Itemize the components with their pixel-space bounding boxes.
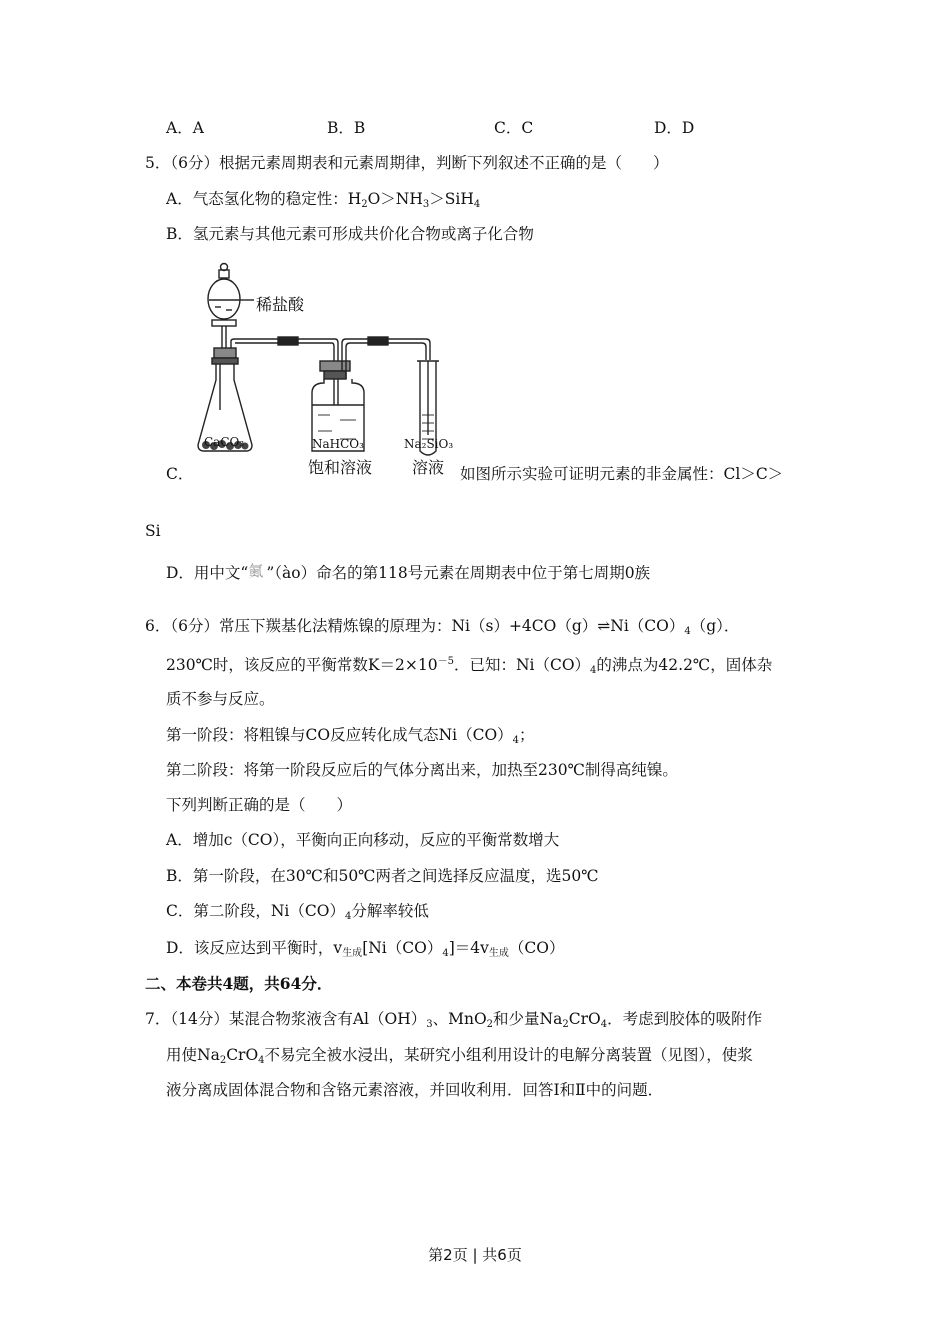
text-segment: O＞NH: [367, 190, 423, 208]
text-segment: ＞SiH: [429, 190, 474, 208]
text-segment: 生成: [342, 948, 363, 959]
q6-option-d: [166, 938, 564, 958]
text-segment: 下列判断正确的是（ ）: [166, 796, 353, 814]
text-segment: CrO: [226, 1046, 259, 1064]
text-segment: A．气态氢化物的稳定性：H: [166, 190, 362, 208]
text-segment: ；: [519, 726, 535, 744]
q5-stem: [145, 153, 668, 173]
text-segment: 、MnO: [432, 1010, 487, 1028]
q6-prompt: [166, 795, 352, 815]
q6-stage-2: [166, 760, 678, 780]
text-segment: C．第二阶段，Ni（CO）: [166, 902, 345, 920]
text-segment: 和少量Na: [493, 1010, 563, 1028]
page-footer: 第2页 | 共6页: [428, 1246, 522, 1264]
text-segment: 分解率较低: [351, 902, 429, 920]
text-segment: [Ni（CO）: [362, 939, 443, 957]
text-segment: D．该反应达到平衡时，v: [166, 939, 343, 957]
q7-stem-1: [145, 1009, 762, 1029]
text-segment: 4: [344, 911, 352, 922]
q5-option-d: [166, 561, 650, 583]
q5-option-a: [166, 189, 480, 209]
text-segment: 230℃时，该反应的平衡常数K＝2×10: [166, 656, 438, 674]
q5-option-c-cont: [145, 521, 161, 541]
section-2-heading: [145, 974, 332, 994]
q6-stem-1: [145, 616, 739, 636]
q7-stem-2: [166, 1045, 753, 1065]
text-segment: 7．（14分）某混合物浆液含有Al（OH）: [145, 1010, 427, 1028]
text-segment: C．: [166, 465, 194, 483]
text-segment: 4: [512, 735, 520, 746]
bottle-label: NaHCO₃: [312, 437, 364, 451]
text-segment: ”（ào）命名的第118号元素在周期表中位于第七周期0族: [266, 564, 651, 582]
text-segment: 二、本卷共4题，共64分．: [145, 974, 333, 993]
text-segment: 生成: [488, 948, 509, 959]
q4-option-a: [166, 118, 204, 138]
text-segment: 2: [219, 1055, 227, 1066]
text-segment: C．C: [494, 119, 534, 137]
q6-stem-2: [166, 655, 772, 675]
text-segment: 4: [473, 199, 481, 210]
text-segment: ．考虑到胶体的吸附作: [607, 1010, 763, 1028]
text-segment: 不易完全被水浸出，某研究小组利用设计的电解分离装置（见图），使浆: [264, 1046, 753, 1064]
text-segment: ．已知：Ni（CO）: [453, 656, 591, 674]
q5-option-b: [166, 224, 534, 244]
text-segment: B．B: [327, 119, 366, 137]
text-segment: 6．（6分）常压下羰基化法精炼镍的原理为：Ni（s）+4CO（g）⇌Ni（CO）: [145, 617, 685, 635]
flask-label: CaCO₃: [204, 435, 245, 449]
experiment-apparatus-diagram: [190, 255, 470, 485]
text-segment: 用使Na: [166, 1046, 220, 1064]
text-segment: 4: [684, 626, 691, 637]
text-segment: 如图所示实验可证明元素的非金属性：Cl＞C＞: [460, 465, 784, 483]
q4-option-d: [654, 118, 694, 138]
q4-option-b: [327, 118, 365, 138]
text-segment: （CO）: [508, 939, 565, 957]
tube-label: Na₂SiO₃: [404, 437, 454, 451]
funnel-label: 稀盐酸: [256, 295, 305, 314]
text-segment: B．第一阶段，在30℃和50℃两者之间选择反应温度，选50℃: [166, 867, 599, 885]
q6-stem-3: [166, 689, 275, 709]
text-segment: 液分离成固体混合物和含铬元素溶液，并回收利用．回答Ⅰ和Ⅱ中的问题．: [166, 1081, 664, 1099]
q6-option-b: [166, 866, 599, 886]
q6-stage-1: [166, 725, 535, 745]
text-segment: ]＝4v: [448, 939, 489, 957]
text-segment: 4: [258, 1055, 265, 1066]
bottle-label-2: 饱和溶液: [308, 458, 373, 477]
text-segment: A．增加c（CO），平衡向正向移动，反应的平衡常数增大: [166, 831, 560, 849]
text-segment: 4: [590, 665, 597, 676]
text-segment: 2: [562, 1019, 569, 1030]
text-segment: 第二阶段：将第一阶段反应后的气体分离出来，加热至230℃制得高纯镍。: [166, 761, 678, 779]
text-segment: 2: [486, 1019, 494, 1030]
q4-option-c: [494, 118, 533, 138]
text-segment: D．D: [654, 119, 695, 137]
text-segment: 3: [426, 1019, 433, 1030]
text-segment: CrO: [568, 1010, 601, 1028]
text-segment: 3: [422, 199, 430, 210]
q6-option-c: [166, 901, 429, 921]
q7-stem-3: [166, 1080, 663, 1100]
text-segment: D．用中文“: [166, 564, 249, 582]
text-segment: 的沸点为42.2℃，固体杂: [596, 656, 773, 674]
text-segment: A．A: [166, 119, 204, 137]
q5-option-c-text: [460, 464, 783, 484]
q6-option-a: [166, 830, 559, 850]
text-segment: Si: [145, 522, 161, 540]
text-segment: 4: [442, 948, 449, 959]
text-segment: 2: [361, 199, 368, 210]
text-segment: 4: [600, 1019, 608, 1030]
text-segment: （g）．: [690, 617, 740, 635]
text-segment: B．氢元素与其他元素可形成共价化合物或离子化合物: [166, 225, 534, 243]
text-segment: 5．（6分）根据元素周期表和元素周期律，判断下列叙述不正确的是（ ）: [145, 154, 669, 172]
ao-character-image: 鿫: [248, 562, 264, 580]
tube-label-2: 溶液: [412, 458, 445, 477]
text-segment: －5: [437, 656, 454, 667]
text-segment: 质不参与反应。: [166, 690, 275, 708]
text-segment: 第一阶段：将粗镍与CO反应转化成气态Ni（CO）: [166, 726, 513, 744]
